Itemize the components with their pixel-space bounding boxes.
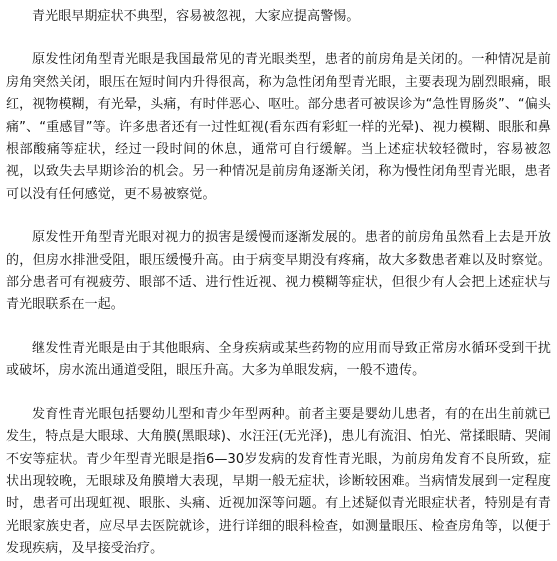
paragraph-gap [6, 206, 551, 227]
developmental-glaucoma-paragraph: 发育性青光眼包括婴幼儿型和青少年型两种。前者主要是婴幼儿患者，有的在出生前就已发生，特点是大眼球、大角膜(黑眼球)、水汪汪(无光泽)，患儿有流泪、怕光、常揉眼睛、哭闹不安等症状。青少年型青光眼是指6—30岁发病的发育性青光眼，为前房角发育不良所致，症状出现较晚，无眼球及角膜增大表现，早期一般无症状，诊断较困难。当病情发展到一定程度时，患者可出现虹视、眼胀、头痛、近视加深等问题。有上述疑似青光眼症状者，特别是有青光眼家族史者，应尽早去医院就诊，进行详细的眼科检查，如测量眼压、检查房角等，以便于发现疾病，及早接受治疗。 [6, 406, 551, 557]
paragraph-gap [6, 28, 551, 49]
open-angle-paragraph: 原发性开角型青光眼对视力的损害是缓慢而逐渐发展的。患者的前房角虽然看上去是开放的，但房水排泄受阻，眼压缓慢升高。由于病变早期没有疼痛，故大多数患者难以及时察觉。部分患者可有视疲劳、眼部不适、进行性近视、视力模糊等症状，但很少有人会把上述症状与青光眼联系在一起。 [6, 230, 551, 313]
angle-closure-paragraph: 原发性闭角型青光眼是我国最常见的青光眼类型，患者的前房角是关闭的。一种情况是前房角突然关闭，眼压在短时间内升得很高，称为急性闭角型青光眼，主要表现为剧烈眼痛，眼红，视物模糊，有光晕，头痛，有时伴恶心、呕吐。部分患者可被误诊为“急性胃肠炎”、“偏头痛”、“重感冒”等。许多患者还有一过性虹视(看东西有彩虹一样的光晕)、视力模糊、眼胀和鼻根部酸痛等症状，经过一段时间的休息，通常可自行缓解。当上述症状较轻微时，容易被忽视，以致失去早期诊治的机会。另一种情况是前房角逐渐关闭，称为慢性闭角型青光眼，患者可以没有任何感觉，更不易被察觉。 [6, 52, 551, 202]
intro-paragraph: 青光眼早期症状不典型，容易被忽视，大家应提高警惕。 [32, 9, 360, 24]
paragraph-gap [6, 317, 551, 338]
paragraph-gap [6, 383, 551, 404]
secondary-glaucoma-paragraph: 继发性青光眼是由于其他眼病、全身疾病或某些药物的应用而导致正常房水循环受到干扰或破坏，房水流出通道受阻，眼压升高。大多为单眼发病，一般不遗传。 [6, 340, 551, 379]
